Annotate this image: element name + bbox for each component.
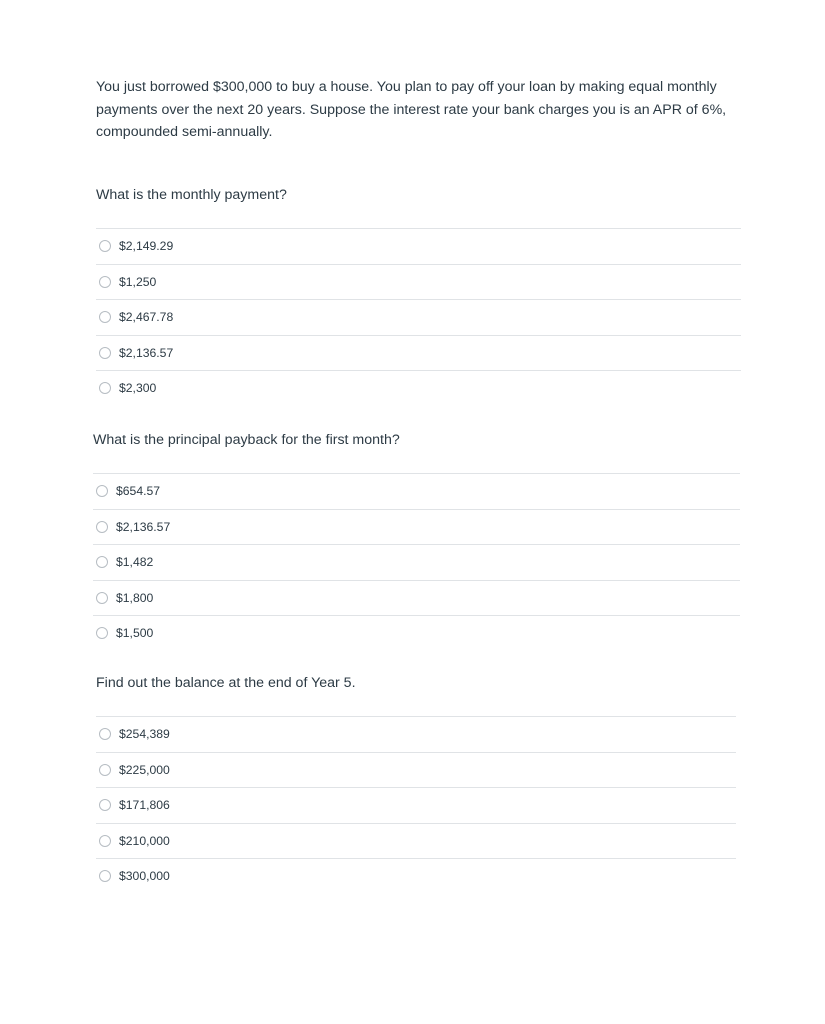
question-2-option-5[interactable] <box>93 616 740 651</box>
question-3-prompt: Find out the balance at the end of Year 5. <box>96 675 356 691</box>
radio-button[interactable] <box>99 276 111 288</box>
radio-button[interactable] <box>99 240 111 252</box>
option-label: $225,000 <box>119 762 170 777</box>
question-1-option-5[interactable] <box>96 371 741 406</box>
option-label: $300,000 <box>119 869 170 884</box>
question-1-option-1[interactable] <box>96 229 741 265</box>
question-2-options <box>93 473 740 651</box>
option-label: $2,300 <box>119 381 157 396</box>
option-label: $1,500 <box>116 626 154 641</box>
question-1-prompt: What is the monthly payment? <box>96 187 287 203</box>
question-2-option-3[interactable] <box>93 545 740 581</box>
option-label: $2,149.29 <box>119 239 174 254</box>
radio-button[interactable] <box>99 382 111 394</box>
option-label: $2,136.57 <box>119 345 174 360</box>
radio-button[interactable] <box>99 835 111 847</box>
radio-button[interactable] <box>99 764 111 776</box>
radio-button[interactable] <box>99 728 111 740</box>
question-1-option-4[interactable] <box>96 336 741 372</box>
option-label: $1,800 <box>116 590 154 605</box>
radio-button[interactable] <box>96 627 108 639</box>
radio-button[interactable] <box>96 521 108 533</box>
question-3-option-5[interactable] <box>96 859 736 894</box>
question-1-option-2[interactable] <box>96 265 741 301</box>
radio-button[interactable] <box>96 592 108 604</box>
question-2-prompt: What is the principal payback for the first month? <box>93 432 400 448</box>
option-label: $654.57 <box>116 484 161 499</box>
question-1-option-3[interactable] <box>96 300 741 336</box>
radio-button[interactable] <box>96 485 108 497</box>
question-1-options <box>96 228 741 406</box>
question-2-option-1[interactable] <box>93 474 740 510</box>
option-label: $171,806 <box>119 798 170 813</box>
question-3-option-2[interactable] <box>96 753 736 789</box>
option-label: $210,000 <box>119 833 170 848</box>
radio-button[interactable] <box>99 870 111 882</box>
radio-button[interactable] <box>96 556 108 568</box>
question-3-option-3[interactable] <box>96 788 736 824</box>
radio-button[interactable] <box>99 799 111 811</box>
option-label: $2,136.57 <box>116 519 171 534</box>
option-label: $2,467.78 <box>119 310 174 325</box>
option-label: $1,482 <box>116 555 154 570</box>
problem-statement: You just borrowed $300,000 to buy a house. You plan to pay off your loan by making equal monthly payments over the next 20 years. Suppose the interest rate your bank charges you is an APR of 6%, compounded semi-annually. <box>96 79 727 140</box>
radio-button[interactable] <box>99 347 111 359</box>
question-3-options <box>96 716 736 894</box>
option-label: $254,389 <box>119 727 170 742</box>
question-2-option-2[interactable] <box>93 510 740 546</box>
radio-button[interactable] <box>99 311 111 323</box>
question-3-option-4[interactable] <box>96 824 736 860</box>
question-2-option-4[interactable] <box>93 581 740 617</box>
question-3-option-1[interactable] <box>96 717 736 753</box>
option-label: $1,250 <box>119 274 157 289</box>
